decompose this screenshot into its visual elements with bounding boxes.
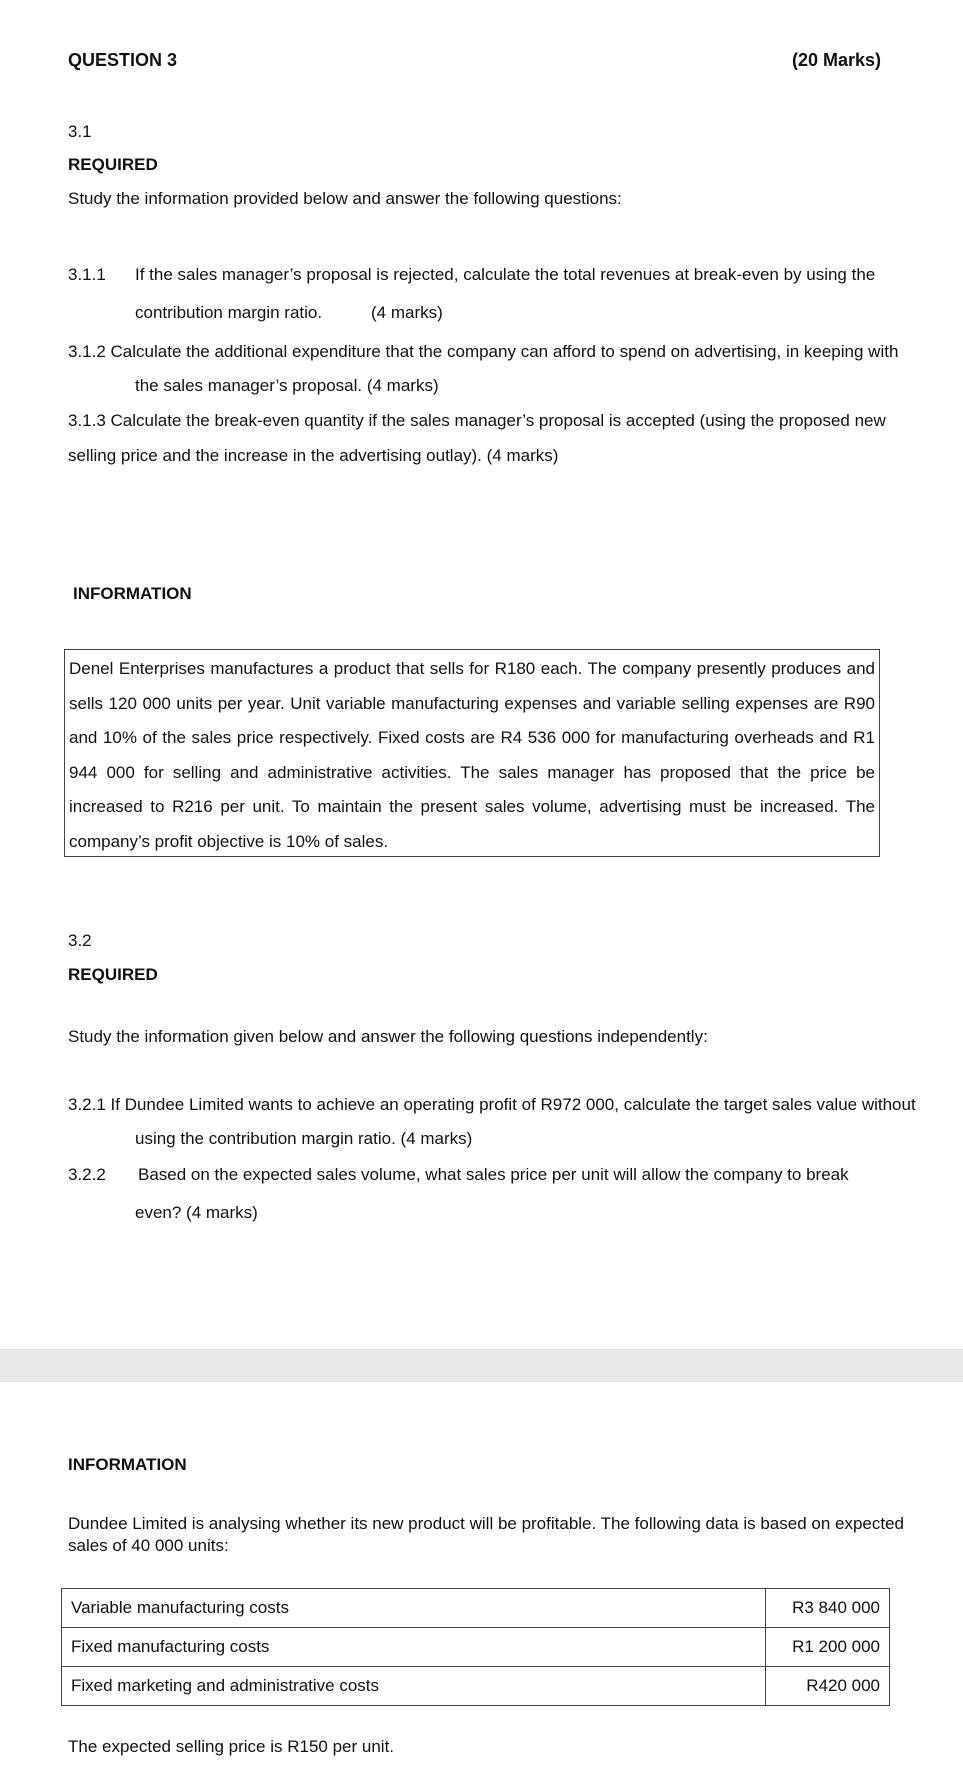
table-row xyxy=(62,1628,890,1667)
intro-text: Dundee Limited is analysing whether its new product will be profitable. The following data is based on expected xyxy=(68,1514,905,1533)
item-line: using the contribution margin ratio. (4 marks) xyxy=(135,1129,473,1148)
item-line: contribution margin ratio. xyxy=(135,303,323,322)
required-heading: REQUIRED xyxy=(68,965,158,984)
information-heading: INFORMATION xyxy=(73,584,192,603)
table-row xyxy=(62,1667,890,1706)
item-line: 3.1.3 Calculate the break-even quantity if the sales manager’s proposal is accepted (using the proposed new xyxy=(68,411,886,430)
item-line: Based on the expected sales volume, what sales price per unit will allow the company to break xyxy=(138,1165,849,1184)
information-box: Denel Enterprises manufactures a product that sells for R180 each. The company presently produces and sells 120 000 units per year. Unit variable manufacturing expenses and variable selling expenses are R90 and 10% of the sales price respectively. Fixed costs are R4 536 000 for manufacturing overheads and R1 944 000 for selling and administrative activities. The sales manager has proposed that the price be increased to R216 per unit. To maintain the present sales volume, advertising must be increased. The company’s profit objective is 10% of sales. xyxy=(64,649,880,857)
cost-amount: R3 840 000 xyxy=(766,1589,890,1628)
information-heading: INFORMATION xyxy=(68,1455,187,1474)
cost-label: Variable manufacturing costs xyxy=(62,1589,766,1628)
item-line: If the sales manager’s proposal is rejected, calculate the total revenues at break-even by using the xyxy=(135,265,876,284)
instruction-text: Study the information given below and answer the following questions independently: xyxy=(68,1027,708,1046)
question-title: QUESTION 3 xyxy=(68,50,178,70)
item-number: 3.2.2 xyxy=(68,1165,106,1184)
item-line: 3.2.1 If Dundee Limited wants to achieve an operating profit of R972 000, calculate the target sales value without xyxy=(68,1095,916,1114)
page-break-divider xyxy=(0,1349,963,1382)
section-number: 3.2 xyxy=(68,931,92,950)
item-number: 3.1.1 xyxy=(68,265,106,284)
section-number: 3.1 xyxy=(68,122,92,141)
item-line: 3.1.2 Calculate the additional expenditure that the company can afford to spend on advertising, in keeping with xyxy=(68,342,899,361)
cost-table xyxy=(61,1588,890,1706)
cost-amount: R420 000 xyxy=(766,1667,890,1706)
item-line: the sales manager’s proposal. (4 marks) xyxy=(135,376,439,395)
cost-label: Fixed manufacturing costs xyxy=(62,1628,766,1667)
item-marks: (4 marks) xyxy=(371,303,443,322)
instruction-text: Study the information provided below and answer the following questions: xyxy=(68,189,622,208)
table-row xyxy=(62,1589,890,1628)
footer-text: The expected selling price is R150 per unit. xyxy=(68,1737,395,1756)
question-marks: (20 Marks) xyxy=(791,50,881,70)
intro-text: sales of 40 000 units: xyxy=(68,1536,229,1555)
required-heading: REQUIRED xyxy=(68,155,158,174)
cost-amount: R1 200 000 xyxy=(766,1628,890,1667)
item-line: even? (4 marks) xyxy=(135,1203,258,1222)
cost-label: Fixed marketing and administrative costs xyxy=(62,1667,766,1706)
item-line: selling price and the increase in the advertising outlay). (4 marks) xyxy=(68,446,559,465)
